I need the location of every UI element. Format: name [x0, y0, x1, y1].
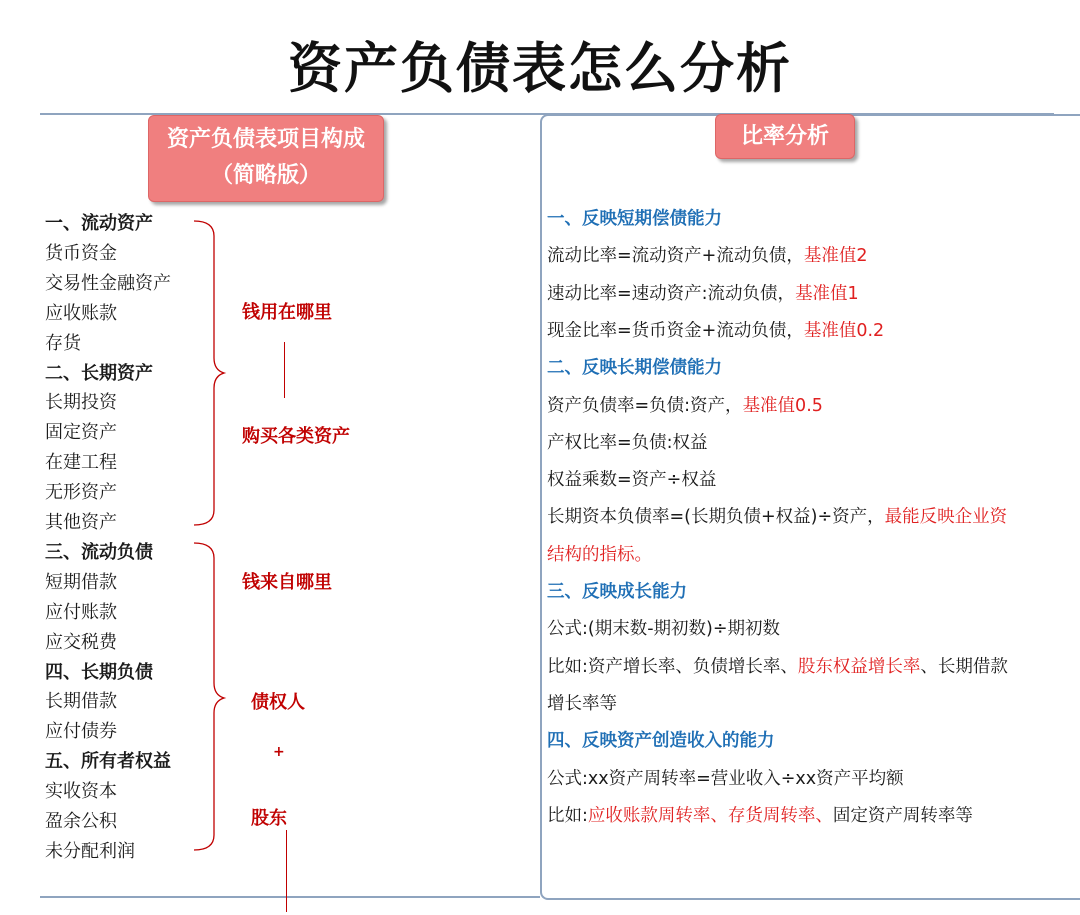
- ratio-header-box: 比率分析: [715, 114, 855, 159]
- shareholder-connector: [286, 830, 287, 912]
- ratio-section-heading: [547, 354, 722, 379]
- list-item: 盈余公积: [45, 811, 117, 832]
- composition-header-box: [148, 115, 384, 202]
- ratio-line-text: 比如:: [547, 805, 588, 826]
- ratio-line: [547, 690, 617, 715]
- assets-brace: [192, 218, 232, 528]
- section-heading: 三、流动负债: [45, 541, 153, 563]
- ratio-section-heading: [547, 205, 722, 230]
- ratio-highlight: 基准值0.5: [742, 395, 823, 416]
- ratio-highlight: 股东权益增长率: [797, 656, 921, 677]
- ratio-line: [547, 429, 708, 454]
- ratio-section-heading: [547, 727, 775, 752]
- money-where-connector: [284, 342, 285, 398]
- list-item: 短期借款: [45, 571, 117, 593]
- list-item: 固定资产: [45, 422, 117, 444]
- list-item: 长期投资: [45, 392, 117, 414]
- list-item: 货币资金: [45, 242, 117, 264]
- list-item: 长期借款: [45, 691, 117, 713]
- ratio-line-text: 产权比率=负债:权益: [547, 432, 708, 453]
- ratio-line: [547, 392, 823, 417]
- bottom-divider: [40, 896, 540, 898]
- section-heading: 二、长期资产: [45, 362, 153, 384]
- ratio-line: [547, 541, 652, 566]
- ratio-line-text: 长期资本负债率=(长期负债+权益)÷资产，: [547, 507, 885, 528]
- ratio-line-text: 公式:xx资产周转率=营业收入÷xx资产平均额: [547, 768, 904, 789]
- ratio-highlight: 应收账款周转率、存货周转率、: [587, 805, 833, 826]
- ratio-line-text: 公式:(期末数-期初数)÷期初数: [547, 619, 781, 640]
- ratio-line: [547, 280, 859, 305]
- ratio-highlight: 基准值0.2: [803, 320, 885, 341]
- ratio-line: [547, 765, 904, 790]
- ratio-line-tail: 、长期借款: [920, 656, 1008, 677]
- composition-header-line2: （简略版）: [210, 163, 321, 188]
- list-item: 应交税费: [45, 631, 117, 653]
- ratio-line-text: 一、反映短期偿债能力: [547, 209, 722, 229]
- ratio-highlight: 基准值1: [795, 283, 859, 304]
- ratio-line: [547, 615, 780, 640]
- ratio-line: [547, 802, 973, 827]
- list-item: 存货: [45, 332, 81, 354]
- list-item: 应付账款: [45, 601, 117, 623]
- ratio-line-text: 二、反映长期偿债能力: [547, 358, 722, 379]
- list-item: 在建工程: [45, 452, 117, 474]
- creditor-caption: 债权人: [251, 692, 305, 713]
- list-item: 未分配利润: [45, 840, 135, 862]
- ratio-line: [547, 317, 884, 342]
- shareholder-caption: 股东: [251, 808, 287, 829]
- ratio-line-text: 增长率等: [547, 693, 617, 714]
- ratio-line: [547, 242, 867, 267]
- section-heading: 一、流动资产: [45, 213, 153, 234]
- section-heading: 四、长期负债: [45, 661, 153, 683]
- ratio-line: [547, 466, 716, 491]
- ratio-highlight: 最能反映企业资: [884, 507, 1008, 528]
- money-from-caption: 钱来自哪里: [242, 572, 332, 593]
- list-item: 无形资产: [45, 482, 117, 504]
- section-heading: 五、所有者权益: [45, 751, 171, 773]
- plus-sign: +: [273, 744, 285, 760]
- ratio-line-tail: 固定资产周转率等: [832, 805, 973, 826]
- ratio-line-text: 四、反映资产创造收入的能力: [547, 731, 775, 752]
- ratio-line-text: 流动比率=流动资产+流动负债，: [547, 246, 804, 267]
- list-item: 应付债券: [45, 721, 117, 743]
- ratio-highlight: 基准值2: [803, 246, 868, 267]
- ratio-section-heading: [547, 578, 687, 603]
- buy-assets-caption: 购买各类资产: [242, 426, 350, 447]
- ratio-line-text: 速动比率=速动资产:流动负债，: [547, 283, 796, 304]
- list-item: 应收账款: [45, 302, 117, 324]
- composition-header-line1: 资产负债表项目构成: [166, 127, 365, 152]
- list-item: 实收资本: [45, 781, 117, 803]
- ratio-line: [547, 653, 1008, 678]
- ratio-line-text: 三、反映成长能力: [547, 582, 687, 602]
- ratio-line-text: 权益乘数=资产÷权益: [547, 470, 717, 491]
- money-where-caption: 钱用在哪里: [242, 302, 332, 323]
- ratio-highlight: 结构的指标。: [547, 544, 652, 565]
- ratio-line-text: 现金比率=货币资金+流动负债，: [547, 320, 804, 341]
- liabilities-equity-brace: [192, 540, 232, 856]
- ratio-line-text: 比如:资产增长率、负债增长率、: [547, 656, 798, 677]
- page-title: 资产负债表怎么分析: [288, 37, 792, 100]
- ratio-line: [547, 503, 1007, 528]
- ratio-line-text: 资产负债率=负债:资产，: [547, 395, 743, 416]
- list-item: 交易性金融资产: [45, 272, 171, 294]
- list-item: 其他资产: [45, 512, 117, 533]
